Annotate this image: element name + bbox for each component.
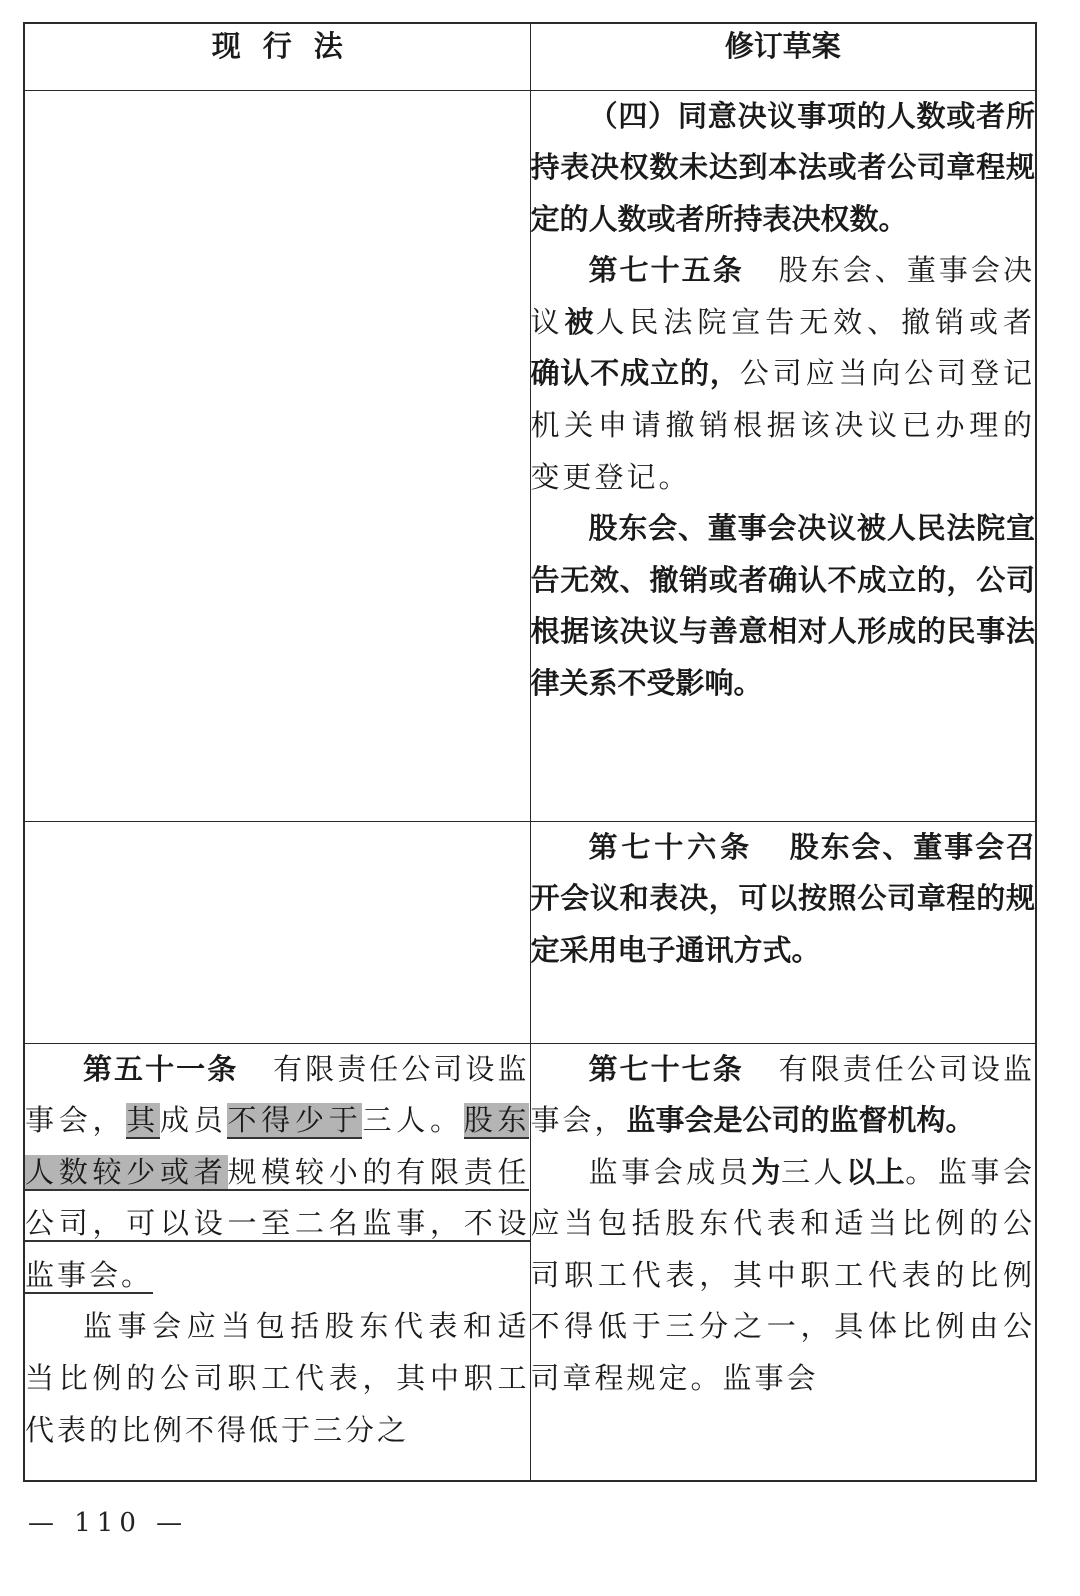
article-51-paragraph-2: 监事会应当包括股东代表和适当比例的公司职工代表，其中职工代表的比例不得低于三分之 — [25, 1309, 530, 1447]
article-text: 股东会、董事会召开会议和表决，可以按照公司章程的规定采用电子通讯方式。 — [530, 829, 1035, 967]
row2-revised-draft-cell — [530, 821, 1035, 1043]
page-number: — 110 — — [28, 1508, 189, 1538]
article-text: 成员 — [159, 1103, 228, 1138]
column-header-revised-draft: 修订草案 — [530, 24, 1035, 90]
article-51 — [25, 1044, 530, 1302]
column-header-current-law: 现行法 — [25, 24, 530, 90]
article-text: 公司应当向公司登记机关申请撤销根据该决议已办理的变更登记。 — [530, 356, 1035, 494]
article-75-paragraph-2: 股东会、董事会决议被人民法院宣告无效、撤销或者确认不成立的，公司根据该决议与善意相对人形成的民事法律关系不受影响。 — [530, 511, 1035, 701]
article-text-changed: 确认不成立的， — [530, 356, 740, 391]
comparison-table — [25, 24, 1035, 1480]
row3-current-law-cell — [25, 1043, 530, 1480]
deleted-text: 不得少于 — [227, 1103, 363, 1138]
article-number: 第七十五条 — [588, 253, 744, 288]
article-text-changed: 监事会是公司的监督机构。 — [626, 1103, 975, 1138]
article-text: 三人 — [780, 1154, 847, 1189]
article-77-paragraph-2 — [531, 1147, 1036, 1405]
article-text-changed: 被 — [564, 304, 596, 339]
row2-current-law-cell — [25, 821, 530, 1043]
article-76 — [531, 822, 1036, 977]
article-75 — [531, 245, 1036, 503]
article-number: 第五十一条 — [83, 1051, 239, 1086]
article-text: 有限责任公司设监事会， — [530, 1051, 1035, 1138]
row3-revised-draft-cell — [530, 1043, 1035, 1480]
article-text: 监事会成员 — [588, 1154, 752, 1189]
article-number: 第七十七条 — [588, 1051, 744, 1086]
underlined-text: 规模较小的有限责任公司，可以设一至二名监事，不设监事会。 — [25, 1154, 530, 1292]
article-number: 第七十六条 — [588, 829, 753, 864]
clause-item-four: （四）同意决议事项的人数或者所持表决权数未达到本法或者公司章程规定的人数或者所持表决权数。 — [530, 98, 1035, 236]
article-77 — [531, 1044, 1036, 1147]
row1-current-law-cell — [25, 90, 530, 821]
row1-revised-draft-cell — [530, 90, 1035, 821]
deleted-text: 股东人数较少或者 — [25, 1103, 530, 1189]
article-text: 股东会、董事会决议 — [530, 253, 1035, 339]
article-text: 三人。 — [362, 1103, 464, 1138]
article-text: 。监事会应当包括股东代表和适当比例的公司职工代表，其中职工代表的比例不得低于三分之一，具体比例由公司章程规定。监事会 — [530, 1154, 1035, 1396]
article-text-changed: 以上 — [846, 1154, 906, 1189]
comparison-table-frame — [23, 22, 1037, 1482]
deleted-text: 其 — [126, 1103, 160, 1138]
article-text: 人民法院宣告无效、撤销或者 — [595, 304, 1035, 339]
article-text-changed: 为 — [751, 1154, 781, 1189]
article-text: 有限责任公司设监事会， — [25, 1051, 530, 1138]
